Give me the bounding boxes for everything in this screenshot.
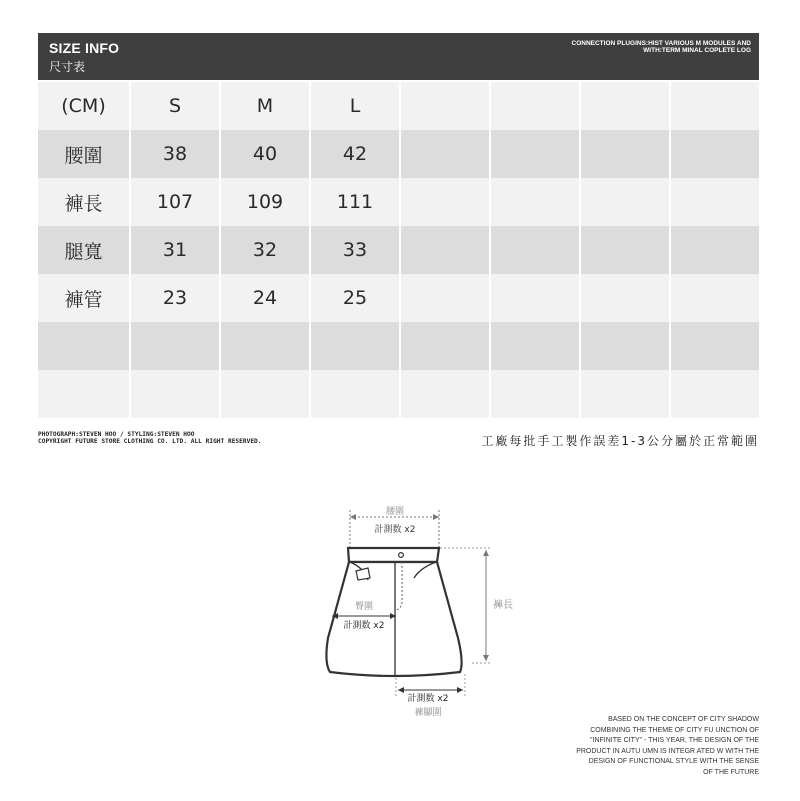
size-header-m: M	[220, 82, 310, 130]
table-row	[38, 274, 759, 322]
footer-description: BASED ON THE CONCEPT OF CITY SHADOW COMBINING THE THEME OF CITY FU UNCTION OF "INFINITE CITY" - THIS YEAR, THE DESIGN OF THE PRODUCT IN AUTU UMN IS INTEGR ATED W WITH THE DESIGN OF FUNCTIONAL STYLE WITH THE SENSE OF THE FUTURE	[576, 716, 759, 776]
size-header-s: S	[130, 82, 220, 130]
empty-cell	[310, 370, 400, 418]
waist-measure: 計測数 x2	[374, 525, 416, 535]
row-label: 腿寬	[38, 226, 130, 274]
empty-cell	[490, 370, 580, 418]
empty-cell	[670, 178, 759, 226]
table-cell: 40	[220, 130, 310, 178]
table-cell: 33	[310, 226, 400, 274]
photo-credits	[38, 431, 262, 445]
table-cell: 38	[130, 130, 220, 178]
empty-cell	[580, 322, 670, 370]
hem-label: 褲腳圍	[414, 708, 442, 718]
waist-label: 腰圍	[385, 507, 405, 517]
tolerance-note: 工廠每批手工製作誤差1-3公分屬於正常範圍	[481, 434, 759, 448]
empty-cell	[400, 178, 490, 226]
size-chart-subtitle: 尺寸表	[49, 60, 86, 74]
table-cell: 32	[220, 226, 310, 274]
empty-cell	[670, 130, 759, 178]
table-cell: 111	[310, 178, 400, 226]
size-table	[38, 82, 759, 418]
empty-cell	[670, 82, 759, 130]
empty-cell	[490, 322, 580, 370]
empty-cell	[580, 370, 670, 418]
table-cell: 107	[130, 178, 220, 226]
empty-cell	[670, 370, 759, 418]
table-cell: 25	[310, 274, 400, 322]
empty-cell	[490, 82, 580, 130]
empty-cell	[490, 274, 580, 322]
row-label: 腰圍	[38, 130, 130, 178]
credits-line-2: COPYRIGHT FUTURE STORE CLOTHING CO. LTD. ALL RIGHT RESERVED.	[38, 438, 262, 445]
table-cell: 42	[310, 130, 400, 178]
empty-cell	[490, 130, 580, 178]
header-right-caption: CONNECTION PLUGINS:HIST VARIOUS M MODULES AND WITH:TERM MINAL COPLETE LOG	[571, 40, 751, 54]
table-row	[38, 226, 759, 274]
row-label: 褲長	[38, 178, 130, 226]
length-label: 褲長	[493, 600, 513, 611]
table-row	[38, 370, 759, 418]
size-info-title: SIZE INFO	[49, 40, 120, 56]
table-row	[38, 322, 759, 370]
empty-cell	[220, 322, 310, 370]
empty-cell	[580, 226, 670, 274]
size-info-header	[38, 33, 759, 80]
empty-cell	[670, 274, 759, 322]
empty-cell	[400, 226, 490, 274]
skirt-measurement-diagram	[310, 498, 550, 723]
empty-cell	[670, 322, 759, 370]
empty-cell	[130, 322, 220, 370]
row-label: 褲管	[38, 274, 130, 322]
table-row	[38, 178, 759, 226]
empty-cell	[490, 178, 580, 226]
table-row	[38, 130, 759, 178]
empty-cell	[670, 226, 759, 274]
skirt-illustration	[310, 498, 550, 723]
unit-cell: (CM)	[38, 82, 130, 130]
empty-cell	[400, 370, 490, 418]
empty-cell	[130, 370, 220, 418]
empty-cell	[580, 130, 670, 178]
hip-label: 臀圍	[354, 602, 374, 612]
empty-cell	[580, 178, 670, 226]
table-cell: 31	[130, 226, 220, 274]
empty-cell	[490, 226, 580, 274]
empty-cell	[400, 322, 490, 370]
empty-cell	[220, 370, 310, 418]
table-cell: 23	[130, 274, 220, 322]
row-label	[38, 322, 130, 370]
credits-line-1: PHOTOGRAPH:STEVEN HOO / STYLING:STEVEN HOO	[38, 431, 195, 438]
empty-cell	[400, 82, 490, 130]
empty-cell	[310, 322, 400, 370]
row-label	[38, 370, 130, 418]
empty-cell	[400, 274, 490, 322]
empty-cell	[400, 130, 490, 178]
table-cell: 24	[220, 274, 310, 322]
empty-cell	[580, 82, 670, 130]
empty-cell	[580, 274, 670, 322]
hem-measure: 計測数 x2	[407, 694, 449, 704]
table-cell: 109	[220, 178, 310, 226]
size-table-header-row	[38, 82, 759, 130]
hip-measure: 計測数 x2	[343, 621, 385, 631]
size-header-l: L	[310, 82, 400, 130]
